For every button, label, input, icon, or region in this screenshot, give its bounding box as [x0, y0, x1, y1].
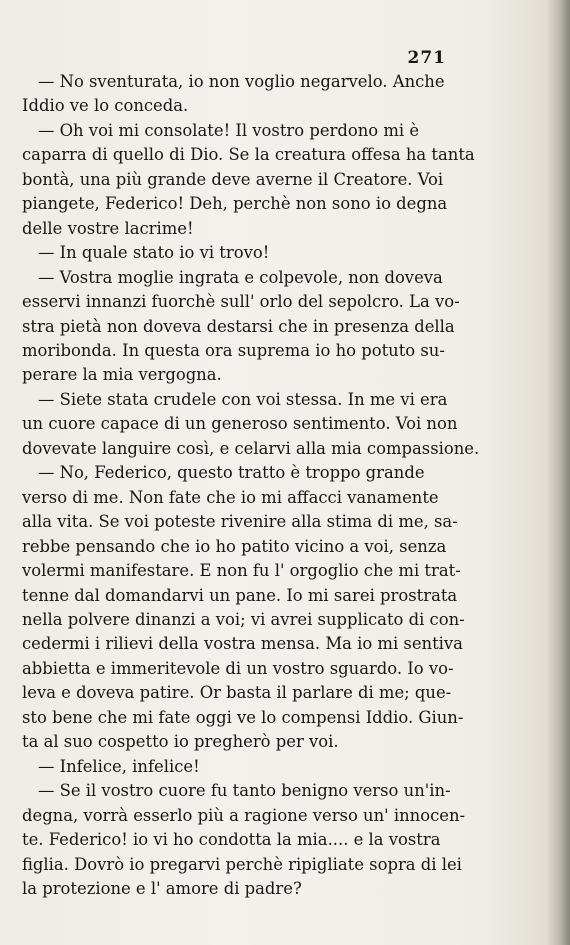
text-line: ta al suo cospetto io pregherò per voi.	[22, 732, 339, 752]
text-line: dovevate languire così, e celarvi alla mia compassione.	[22, 438, 480, 458]
text-line: un cuore capace di un generoso sentimento. Voi non	[22, 414, 458, 434]
text-line: degna, vorrà esserlo più a ragione verso un' innocen-	[22, 805, 466, 825]
text-line: figlia. Dovrò io pregarvi perchè ripigliate sopra di lei	[22, 854, 462, 874]
text-line: rebbe pensando che io ho patito vicino a voi, senza	[22, 536, 447, 556]
text-line: cedermi i rilievi della vostra mensa. Ma io mi sentiva	[22, 634, 463, 654]
page-number: 271	[407, 48, 446, 68]
text-line: piangete, Federico! Deh, perchè non sono io degna	[22, 194, 448, 214]
paragraph	[22, 266, 462, 388]
text-line: — Se il vostro cuore fu tanto benigno verso un'in-	[38, 781, 451, 801]
text-line: — Oh voi mi consolate! Il vostro perdono mi è	[38, 120, 420, 140]
text-line: abbietta e immeritevole di un vostro sguardo. Io vo-	[22, 658, 454, 678]
text-line: te. Federico! io vi ho condotta la mia.... e la vostra	[22, 830, 441, 850]
text-line: moribonda. In questa ora suprema io ho potuto su-	[22, 340, 445, 360]
text-line: perare la mia vergogna.	[22, 365, 222, 385]
text-line: stra pietà non doveva destarsi che in presenza della	[22, 316, 455, 336]
text-line: Iddio ve lo conceda.	[22, 96, 189, 116]
text-line: delle vostre lacrime!	[22, 218, 194, 238]
text-line: esservi innanzi fuorchè sull' orlo del sepolcro. La vo-	[22, 292, 460, 312]
text-line: caparra di quello di Dio. Se la creatura offesa ha tanta	[22, 145, 475, 165]
text-line: sto bene che mi fate oggi ve lo compensi Iddio. Giun-	[22, 707, 464, 727]
text-line: — Infelice, infelice!	[38, 756, 200, 776]
text-line: — No sventurata, io non voglio negarvelo. Anche	[38, 72, 445, 91]
text-line: bontà, una più grande deve averne il Creatore. Voi	[22, 169, 444, 189]
text-line: volermi manifestare. E non fu l' orgoglio che mi trat-	[22, 561, 461, 581]
paragraph	[22, 779, 466, 901]
text-line: — Vostra moglie ingrata e colpevole, non doveva	[38, 267, 443, 287]
paragraph	[22, 119, 475, 241]
text-line: nella polvere dinanzi a voi; vi avrei supplicato di con-	[22, 609, 465, 629]
text-line: alla vita. Se voi poteste rivenire alla stima di me, sa-	[22, 512, 458, 532]
text-line: verso di me. Non fate che io mi affacci vanamente	[22, 487, 439, 507]
paragraph	[22, 755, 462, 779]
page-text	[22, 70, 480, 901]
text-line: — No, Federico, questo tratto è troppo grande	[38, 463, 425, 483]
text-line: leva e doveva patire. Or basta il parlare di me; que-	[22, 683, 452, 703]
text-line: tenne dal domandarvi un pane. Io mi sarei prostrata	[22, 585, 458, 605]
paragraph	[22, 461, 465, 754]
paragraph	[22, 241, 462, 265]
text-line: — Siete stata crudele con voi stessa. In me vi era	[38, 389, 448, 409]
paragraph	[22, 70, 462, 119]
paragraph	[22, 388, 480, 461]
text-line: la protezione e l' amore di padre?	[22, 878, 302, 898]
page-fold-shadow	[546, 0, 570, 945]
text-line: — In quale stato io vi trovo!	[38, 243, 270, 263]
